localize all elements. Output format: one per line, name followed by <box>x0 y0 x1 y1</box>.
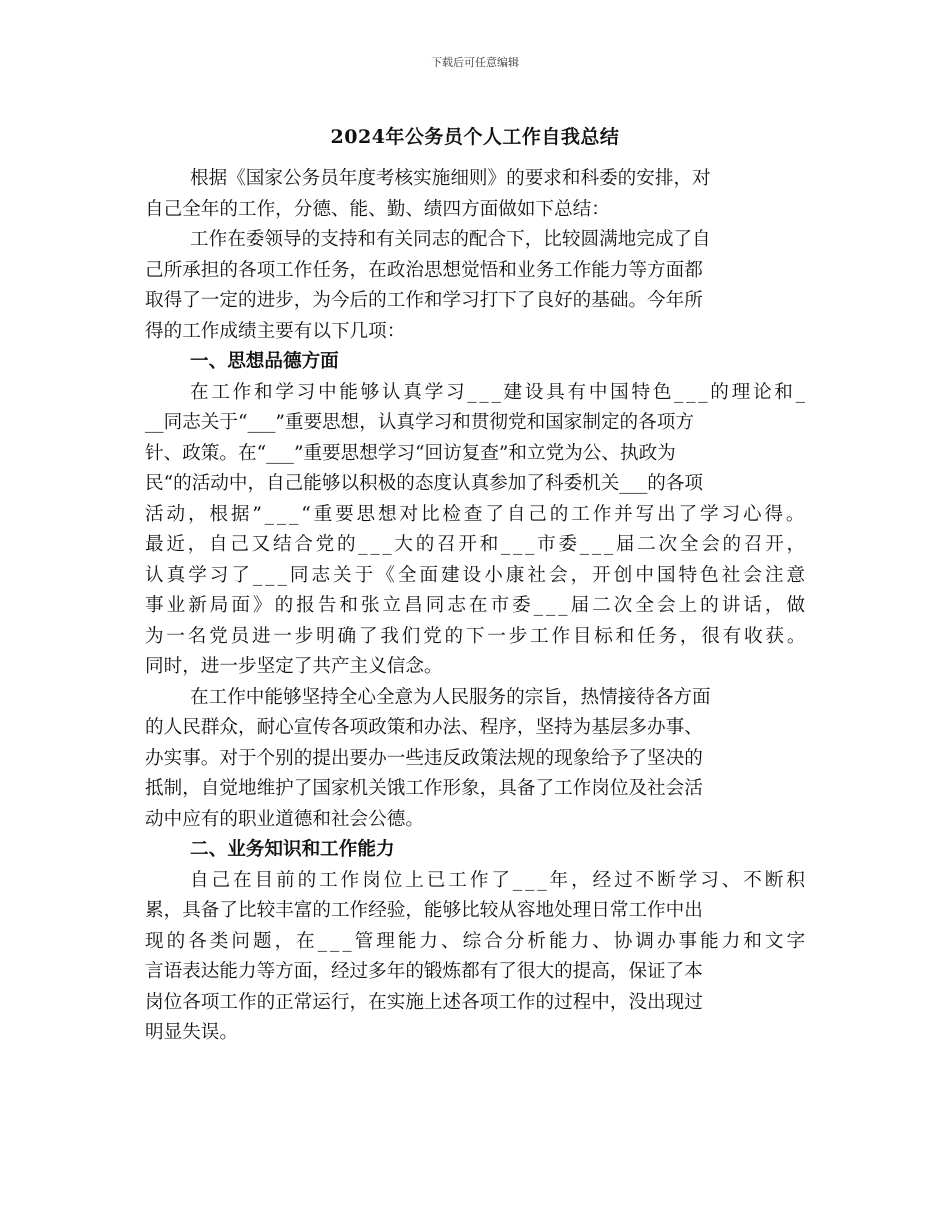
paragraph-line: 累，具备了比较丰富的工作经验，能够比较从容地处理日常工作中出 <box>145 900 703 921</box>
page-header-note: 下载后可任意编辑 <box>431 56 519 69</box>
paragraph-line: 活动，根据”___“重要思想对比检查了自己的工作并写出了学习心得。 <box>145 503 808 525</box>
paragraph-line: 为一名党员进一步明确了我们党的下一步工作目标和任务，很有收获。 <box>145 625 809 647</box>
paragraph-line: 民“的活动中，自己能够以积极的态度认真参加了科委机关___的各项 <box>145 473 704 494</box>
paragraph-line: 现的各类问题，在___管理能力、综合分析能力、协调办事能力和文字 <box>145 930 809 952</box>
paragraph-line: 同时，进一步坚定了共产主义信念。 <box>145 656 443 677</box>
paragraph-line: 事业新局面》的报告和张立昌同志在市委___届二次全会上的讲话，做 <box>145 595 809 616</box>
paragraph-line: 最近，自己又结合党的___大的召开和___市委___届二次全会的召开， <box>145 534 808 555</box>
paragraph-line: 言语表达能力等方面，经过多年的锻炼都有了很大的提高，保证了本 <box>145 961 703 982</box>
paragraph-line: 根据《国家公务员年度考核实施细则》的要求和科委的安排，对 <box>190 168 711 189</box>
paragraph-line: 动中应有的职业道德和社会公德。 <box>145 808 424 830</box>
paragraph-line: 认真学习了___同志关于《全面建设小康社会，开创中国特色社会注意 <box>145 564 809 586</box>
paragraph-line: 明显失误。 <box>145 1022 238 1043</box>
paragraph-line: 得的工作成绩主要有以下几项： <box>145 320 406 342</box>
paragraph-line: 办实事。对于个别的提出要办一些违反政策法规的现象给予了坚决的 <box>145 747 703 769</box>
section-heading: 二、业务知识和工作能力 <box>190 839 395 860</box>
paragraph-line: __同志关于“___”重要思想，认真学习和贯彻党和国家制定的各项方 <box>145 412 694 433</box>
paragraph-line: 的人民群众，耐心宣传各项政策和办法、程序，坚持为基层多办事、 <box>145 717 703 738</box>
section-heading: 一、思想品德方面 <box>190 351 339 372</box>
paragraph-line: 岗位各项工作的正常运行，在实施上述各项工作的过程中，没出现过 <box>145 991 703 1013</box>
paragraph-line: 针、政策。在“___”重要思想学习“回访复查”和立党为公、执政为 <box>145 442 676 464</box>
document-title: 2024年公务员个人工作自我总结 <box>330 126 620 148</box>
paragraph-line: 自己在目前的工作岗位上已工作了___年，经过不断学习、不断积 <box>190 869 808 891</box>
paragraph-line: 在工作中能够坚持全心全意为人民服务的宗旨，热情接待各方面 <box>190 686 711 708</box>
paragraph-line: 抵制，自觉地维护了国家机关饿工作形象，具备了工作岗位及社会活 <box>145 778 703 799</box>
paragraph-line: 取得了一定的进步，为今后的工作和学习打下了良好的基础。今年所 <box>145 290 703 311</box>
paragraph-line: 自己全年的工作，分德、能、勤、绩四方面做如下总结： <box>145 198 610 220</box>
paragraph-line: 工作在委领导的支持和有关同志的配合下，比较圆满地完成了自 <box>190 229 711 250</box>
paragraph-line: 在工作和学习中能够认真学习___建设具有中国特色___的理论和_ <box>190 381 808 403</box>
paragraph-line: 己所承担的各项工作任务，在政治思想觉悟和业务工作能力等方面都 <box>145 259 703 281</box>
